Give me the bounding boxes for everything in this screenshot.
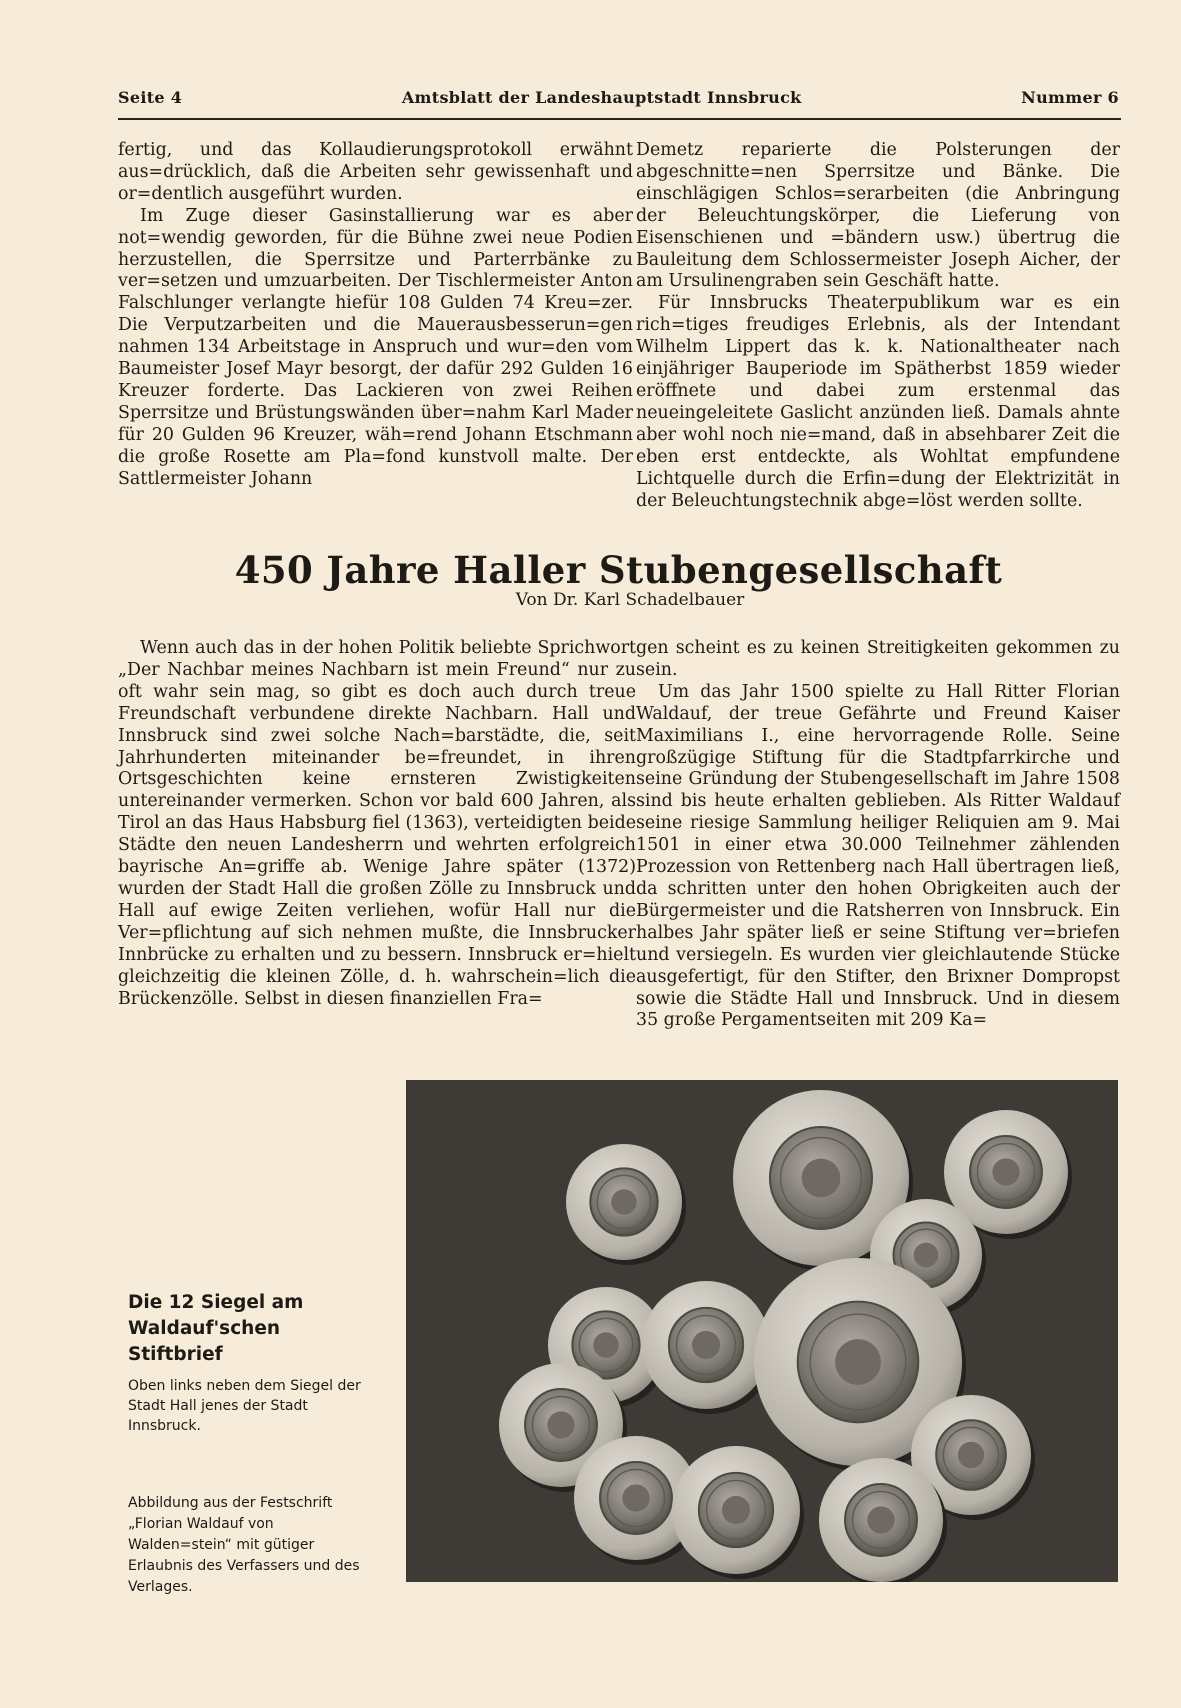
article-column-2 — [636, 638, 1120, 1032]
paragraph: Um das Jahr 1500 spielte zu Hall Ritter Florian Waldauf, der treue Gefährte und Freund Kaiser Maximilians I., eine hervorragende Rolle. Seine großzügige Stiftung für die Stadtpfarrkirche und seine Gründung der Stubengesellschaft im Jahre 1508 sind bis heute erhalten geblieben. Als Ritter Waldauf seine riesige Sammlung heiliger Reliquien am 9. Mai 1501 in einer etwa 30.000 Teilnehmer zählenden Prozession von Rettenberg nach Hall übertragen ließ, da schritten unter den hohen Obrigkeiten auch der Bürgermeister und die Ratsherren von Innsbruck. Ein halbes Jahr später ließ er seine Stiftung ver=briefen und versiegeln. Es wurden vier gleichlautende Stücke ausgefertigt, für den Stifter, den Brixner Dompropst sowie die Städte Hall und Innsbruck. Und in diesem 35 große Pergamentseiten mit 209 Ka= — [636, 681, 1120, 1031]
seals-illustration — [406, 1080, 1118, 1582]
previous-article-column-1 — [118, 140, 633, 491]
paragraph: Für Innsbrucks Theaterpublikum war es ein rich=tiges freudiges Erlebnis, als der Intendant Wilhelm Lippert das k. k. Nationaltheater nach einjähriger Bauperiode im Spätherbst 1859 wieder eröffnete und dabei zum erstenmal das neueingeleitete Gaslicht anzünden ließ. Damals ahnte aber wohl noch nie=mand, daß in absehbarer Zeit die eben erst entdeckte, als Wohltat empfundene Lichtquelle durch die Erfin=dung der Elektrizität in der Beleuchtungstechnik abge=löst werden sollte. — [636, 293, 1120, 511]
figure-caption — [128, 1290, 378, 1436]
header-rule — [118, 118, 1121, 120]
paragraph: gen scheint es zu keinen Streitigkeiten gekommen zu sein. — [636, 638, 1120, 680]
paragraph: Wenn auch das in der hohen Politik beliebte Sprichwort „Der Nachbar meines Nachbarn ist mein Freund“ nur zu oft wahr sein mag, so gibt es doch auch durch treue Freundschaft verbundene direkte Nachbarn. Hall und Innsbruck sind zwei solche Nach=barstädte, die, seit Jahrhunderten miteinander be=freundet, in ihren Ortsgeschichten keine ernsteren Zwistigkeiten untereinander vermerken. Schon vor bald 600 Jahren, als Tirol an das Haus Habsburg fiel (1363), verteidigten beide Städte den neuen Landesherrn und wehrten erfolgreich bayrische An=griffe ab. Wenige Jahre später (1372) wurden der Stadt Hall die großen Zölle zu Innsbruck und Hall auf ewige Zeiten verliehen, wofür Hall nur die Ver=pflichtung auf sich nehmen mußte, die Innsbrucker Innbrücke zu erhalten und zu bessern. Innsbruck er=hielt gleichzeitig die kleinen Zölle, d. h. wahrschein=lich die Brückenzölle. Selbst in diesen finanziellen Fra= — [118, 638, 636, 1009]
paragraph: Im Zuge dieser Gasinstallierung war es aber not=wendig geworden, für die Bühne zwei neue Podien herzustellen, die Sperrsitze und Parterrbänke zu ver=setzen und umzuarbeiten. Der Tischlermeister Anton Falschlunger verlangte hiefür 108 Gulden 74 Kreu=zer. Die Verputzarbeiten und die Mauerausbesserun=gen nahmen 134 Arbeitstage in Anspruch und wur=den vom Baumeister Josef Mayr besorgt, der dafür 292 Gulden 16 Kreuzer forderte. Das Lackieren von zwei Reihen Sperrsitze und Brüstungswänden über=nahm Karl Mader für 20 Gulden 96 Kreuzer, wäh=rend Johann Etschmann die große Rosette am Pla=fond kunstvoll malte. Der Sattlermeister Johann — [118, 205, 633, 489]
page-header — [118, 88, 1119, 116]
article-column-1 — [118, 638, 636, 1010]
page-number: Seite 4 — [118, 88, 183, 107]
paragraph: Demetz reparierte die Polsterungen der abgeschnitte=nen Sperrsitze und Bänke. Die einschlägigen Schlos=serarbeiten (die Anbringung der Beleuchtungskörper, die Lieferung von Eisenschienen und =bändern usw.) übertrug die Bauleitung dem Schlossermeister Joseph Aicher, der am Ursulinengraben sein Geschäft hatte. — [636, 140, 1120, 292]
paragraph: fertig, und das Kollaudierungsprotokoll erwähnt aus=drücklich, daß die Arbeiten sehr gewissenhaft und or=dentlich ausgeführt wurden. — [118, 140, 633, 204]
seals-photograph — [406, 1080, 1118, 1582]
figure-credit: Abbildung aus der Festschrift „Florian Waldauf von Walden=stein“ mit gütiger Erlaubnis des Verfassers und des Verlages. — [128, 1495, 360, 1595]
caption-text: Oben links neben dem Siegel der Stadt Hall jenes der Stadt Innsbruck. — [128, 1378, 361, 1434]
previous-article-column-2 — [636, 140, 1120, 512]
publication-title: Amtsblatt der Landeshauptstadt Innsbruck — [401, 88, 802, 107]
article-byline: Von Dr. Karl Schadelbauer — [515, 590, 745, 610]
caption-title: Die 12 Siegel am Waldauf'schen Stiftbrief — [128, 1292, 304, 1365]
article-title: 450 Jahre Haller Stubengesellschaft — [234, 548, 1003, 592]
issue-number: Nummer 6 — [1021, 88, 1119, 107]
